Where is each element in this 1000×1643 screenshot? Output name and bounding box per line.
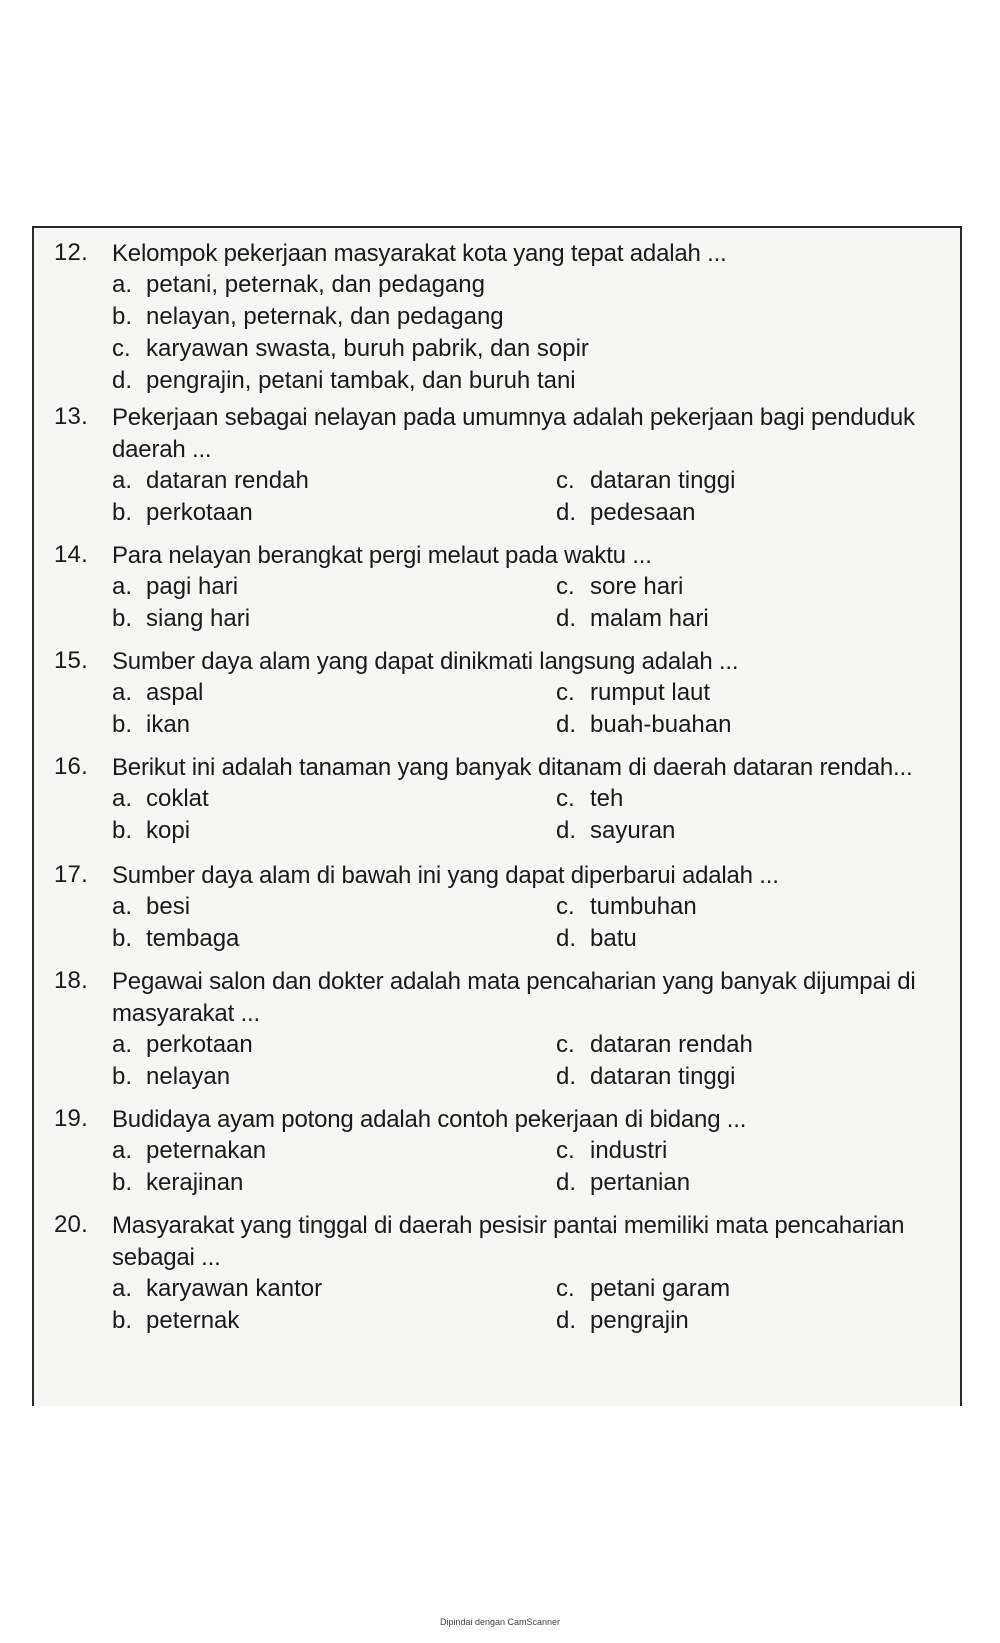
option-letter: a. (112, 467, 133, 494)
option-b (112, 816, 190, 846)
option-letter: d. (556, 1063, 577, 1090)
option-b (112, 498, 253, 528)
question-number: 17. (54, 861, 88, 888)
question-number: 12. (54, 239, 88, 266)
option-a (112, 572, 238, 602)
option-c (556, 1136, 667, 1166)
option-letter: d. (556, 925, 577, 952)
question-number: 15. (54, 647, 88, 674)
option-a (112, 784, 209, 814)
option-text: dataran rendah (146, 467, 309, 494)
question-number: 19. (54, 1105, 88, 1132)
option-letter: b. (112, 925, 133, 952)
question-number: 18. (54, 967, 88, 994)
question-text: Para nelayan berangkat pergi melaut pada waktu ... (112, 542, 652, 569)
option-text: dataran rendah (590, 1031, 753, 1058)
option-letter: c. (556, 1137, 575, 1164)
option-d (556, 710, 731, 740)
option-text: peternakan (146, 1137, 267, 1164)
option-text: pengrajin, petani tambak, dan buruh tani (146, 367, 576, 394)
scanner-watermark: Dipindai dengan CamScanner (439, 1617, 561, 1627)
option-letter: c. (556, 679, 575, 706)
option-text: tembaga (146, 925, 240, 952)
option-text: pengrajin (590, 1307, 689, 1334)
option-letter: b. (112, 711, 133, 738)
option-text: malam hari (590, 605, 709, 632)
question-text: Sumber daya alam yang dapat dinikmati langsung adalah ... (112, 648, 739, 675)
option-text: pedesaan (590, 499, 696, 526)
option-text: nelayan, peternak, dan pedagang (146, 303, 504, 330)
option-b (112, 302, 504, 332)
option-text: sore hari (590, 573, 684, 600)
option-letter: b. (112, 817, 133, 844)
question-text: Pegawai salon dan dokter adalah mata pencaharian yang banyak dijumpai di masyarakat ... (112, 968, 916, 1027)
option-letter: a. (112, 1137, 133, 1164)
option-letter: d. (112, 367, 133, 394)
option-text: besi (146, 893, 191, 920)
option-c (556, 1274, 730, 1304)
option-letter: c. (556, 785, 575, 812)
option-b (112, 604, 250, 634)
option-text: perkotaan (146, 499, 253, 526)
option-letter: c. (112, 335, 131, 362)
option-b (112, 1306, 239, 1336)
option-text: dataran tinggi (590, 467, 736, 494)
option-text: dataran tinggi (590, 1063, 736, 1090)
option-letter: a. (112, 271, 133, 298)
option-d (556, 1306, 689, 1336)
option-text: petani garam (590, 1275, 731, 1302)
option-text: sayuran (590, 817, 676, 844)
option-d (556, 816, 675, 846)
question-number: 14. (54, 541, 88, 568)
option-letter: d. (556, 605, 577, 632)
question-text: Sumber daya alam di bawah ini yang dapat diperbarui adalah ... (112, 862, 779, 889)
option-text: siang hari (146, 605, 251, 632)
option-b (112, 1062, 230, 1092)
option-letter: d. (556, 499, 577, 526)
option-c (112, 334, 589, 364)
option-c (556, 1030, 753, 1060)
option-text: teh (590, 785, 624, 812)
option-d (112, 366, 576, 396)
option-d (556, 498, 695, 528)
option-text: karyawan swasta, buruh pabrik, dan sopir (146, 335, 589, 362)
option-a (112, 1030, 253, 1060)
option-b (112, 924, 239, 954)
option-text: rumput laut (590, 679, 711, 706)
option-letter: a. (112, 893, 133, 920)
option-d (556, 924, 637, 954)
option-c (556, 572, 683, 602)
option-letter: b. (112, 605, 133, 632)
option-letter: d. (556, 711, 577, 738)
question-text: Kelompok pekerjaan masyarakat kota yang tepat adalah ... (112, 240, 727, 267)
option-c (556, 466, 735, 496)
option-a (112, 678, 203, 708)
option-d (556, 1168, 690, 1198)
option-a (112, 1274, 322, 1304)
option-letter: c. (556, 1275, 575, 1302)
option-c (556, 784, 623, 814)
option-letter: b. (112, 1169, 133, 1196)
option-letter: c. (556, 467, 575, 494)
option-a (112, 892, 190, 922)
option-letter: d. (556, 817, 577, 844)
option-letter: a. (112, 679, 133, 706)
exam-sheet (32, 226, 962, 1406)
option-letter: d. (556, 1169, 577, 1196)
option-letter: d. (556, 1307, 577, 1334)
option-letter: b. (112, 1063, 133, 1090)
option-text: perkotaan (146, 1031, 253, 1058)
option-text: tumbuhan (590, 893, 697, 920)
option-d (556, 604, 709, 634)
option-text: kopi (146, 817, 191, 844)
option-a (112, 1136, 266, 1166)
question-number: 13. (54, 403, 88, 430)
question-text: Masyarakat yang tinggal di daerah pesisir pantai memiliki mata pencaharian sebagai ... (112, 1212, 905, 1271)
option-text: petani, peternak, dan pedagang (146, 271, 485, 298)
option-letter: b. (112, 1307, 133, 1334)
option-b (112, 710, 190, 740)
option-letter: c. (556, 1031, 575, 1058)
option-c (556, 892, 697, 922)
question-number: 16. (54, 753, 88, 780)
option-letter: b. (112, 303, 133, 330)
option-letter: a. (112, 1275, 133, 1302)
option-letter: b. (112, 499, 133, 526)
option-text: karyawan kantor (146, 1275, 323, 1302)
option-text: kerajinan (146, 1169, 244, 1196)
option-a (112, 466, 309, 496)
option-text: peternak (146, 1307, 240, 1334)
option-d (556, 1062, 735, 1092)
option-text: buah-buahan (590, 711, 732, 738)
option-letter: a. (112, 1031, 133, 1058)
option-letter: a. (112, 573, 133, 600)
option-c (556, 678, 710, 708)
option-b (112, 1168, 243, 1198)
option-text: ikan (146, 711, 191, 738)
option-a (112, 270, 485, 300)
option-letter: c. (556, 893, 575, 920)
option-text: coklat (146, 785, 209, 812)
question-text: Budidaya ayam potong adalah contoh pekerjaan di bidang ... (112, 1106, 747, 1133)
option-letter: a. (112, 785, 133, 812)
option-text: industri (590, 1137, 668, 1164)
question-number: 20. (54, 1211, 88, 1238)
option-text: aspal (146, 679, 204, 706)
option-text: nelayan (146, 1063, 231, 1090)
question-text: Berikut ini adalah tanaman yang banyak ditanam di daerah dataran rendah... (112, 754, 913, 781)
question-text: Pekerjaan sebagai nelayan pada umumnya adalah pekerjaan bagi penduduk daerah ... (112, 404, 915, 463)
option-text: pagi hari (146, 573, 239, 600)
option-letter: c. (556, 573, 575, 600)
option-text: pertanian (590, 1169, 691, 1196)
option-text: batu (590, 925, 637, 952)
